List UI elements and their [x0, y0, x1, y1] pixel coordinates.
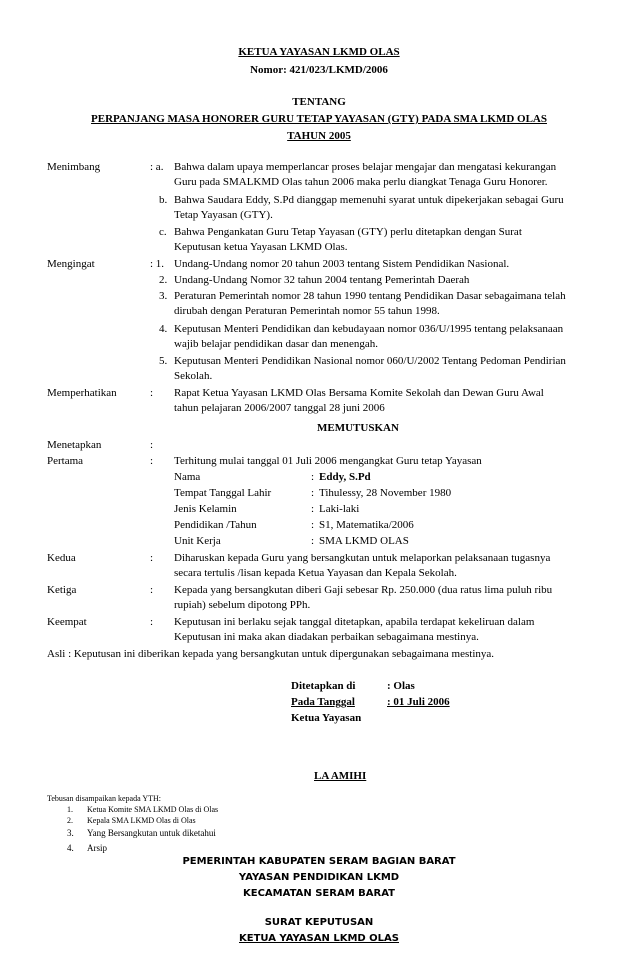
memutuskan-heading: MEMUTUSKAN	[317, 422, 399, 434]
ditetapkan-label: Ditetapkan di	[291, 680, 356, 692]
ketiga-text: Kepada yang bersangkutan diberi Gaji sebesar Rp. 250.000 (dua ratus lima puluh ribu rupiah) sebelum dipotong PPh.	[174, 584, 553, 611]
field-label-unit: Unit Kerja	[174, 535, 221, 547]
kedua-text: Diharuskan kepada Guru yang bersangkutan untuk melaporkan pelaksanaan tugasnya secara tertulis /lisan kepada Ketua Yayasan dan Kepala Sekolah.	[174, 552, 551, 579]
header-number: Nomor: 421/023/LKMD/2006	[250, 64, 388, 76]
memperhatikan-label: Memperhatikan	[47, 387, 117, 399]
footer-decree-title: SURAT KEPUTUSAN	[264, 917, 374, 928]
ditetapkan-value: : Olas	[387, 680, 415, 692]
field-colon: :	[311, 487, 315, 499]
mengingat-item-2: Undang-Undang Nomor 32 tahun 2004 tentang Pemerintah Daerah	[174, 274, 470, 286]
field-value-ttl: Tihulessy, 28 November 1980	[319, 487, 452, 499]
field-value-unit: SMA LKMD OLAS	[319, 535, 409, 547]
list-item-number: 3.	[67, 828, 74, 838]
tembusan-item: Kepala SMA LKMD Olas di Olas	[87, 816, 196, 825]
signatory-role: Ketua Yayasan	[291, 712, 362, 724]
colon: :	[150, 616, 154, 628]
item-mark: c.	[159, 226, 167, 238]
colon: :	[150, 584, 154, 596]
colon: :	[150, 455, 154, 467]
field-colon: :	[311, 471, 315, 483]
mengingat-item-3: Peraturan Pemerintah nomor 28 tahun 1990 tentang Pendidikan Dasar sebagaimana telah dirubah dengan Peraturan Pemerintah nomor 55 tahun 1998.	[174, 290, 566, 317]
header-title: KETUA YAYASAN LKMD OLAS	[238, 46, 400, 58]
field-label-pendidikan: Pendidikan /Tahun	[174, 519, 257, 531]
field-colon: :	[311, 535, 315, 547]
footer-decree-subtitle: KETUA YAYASAN LKMD OLAS	[239, 933, 399, 944]
field-value-nama: Eddy, S.Pd	[319, 471, 371, 483]
menimbang-item-a: Bahwa dalam upaya memperlancar proses belajar mengajar dan mengatasi kekurangan Guru pada SMALKMD Olas tahun 2006 maka perlu diangkat Tenaga Guru Honorer.	[174, 161, 557, 188]
list-item-number: 1.	[67, 805, 73, 814]
tembusan-item: Ketua Komite SMA LKMD Olas di Olas	[87, 805, 219, 814]
field-value-jk: Laki-laki	[319, 503, 360, 515]
ketiga-label: Ketiga	[47, 584, 77, 596]
footer-district-line: KECAMATAN SERAM BARAT	[243, 888, 395, 899]
header-subject-year: TAHUN 2005	[287, 130, 351, 142]
pertama-section	[47, 454, 592, 547]
tembusan-item: Yang Bersangkutan untuk diketahui	[87, 828, 216, 838]
list-item-number: 2.	[67, 816, 73, 825]
colon: :	[150, 387, 154, 399]
list-item-number: 4.	[67, 843, 74, 853]
menimbang-item-b: Bahwa Saudara Eddy, S.Pd dianggap memenuhi syarat untuk dipekerjakan sebagai Guru Tetap Yayasan (GTY).	[174, 194, 564, 221]
memperhatikan-text: Rapat Ketua Yayasan LKMD Olas Bersama Komite Sekolah dan Dewan Guru Awal tahun pelajaran 2006/2007 tanggal 28 juni 2006	[174, 387, 544, 414]
colon: :	[150, 439, 154, 451]
header-subject: PERPANJANG MASA HONORER GURU TETAP YAYASAN (GTY) PADA SMA LKMD OLAS	[91, 113, 547, 125]
tanggal-value: : 01 Juli 2006	[387, 696, 450, 708]
footer-foundation-line: YAYASAN PENDIDIKAN LKMD	[238, 872, 400, 883]
mengingat-label: Mengingat	[47, 258, 95, 270]
item-mark: 2.	[159, 274, 168, 286]
menimbang-item-c: Bahwa Pengankatan Guru Tetap Yayasan (GTY) perlu ditetapkan dengan Surat Keputusan ketua Yayasan LKMD Olas.	[174, 226, 522, 253]
item-mark: : 1.	[150, 258, 165, 270]
field-value-pendidikan: S1, Matematika/2006	[319, 519, 414, 531]
keempat-label: Keempat	[47, 616, 87, 628]
item-mark: 5.	[159, 355, 168, 367]
tembusan-item: Arsip	[87, 843, 107, 853]
tanggal-label: Pada Tanggal	[291, 696, 355, 708]
field-colon: :	[311, 519, 315, 531]
menetapkan-label: Menetapkan	[47, 439, 102, 451]
colon: :	[150, 552, 154, 564]
signatory-name: LA AMIHI	[314, 770, 367, 782]
mengingat-item-5: Keputusan Menteri Pendidikan Nasional nomor 060/U/2002 Tentang Pedoman Pendirian Sekolah.	[174, 355, 566, 382]
item-mark: : a.	[150, 161, 164, 173]
field-label-jk: Jenis Kelamin	[174, 503, 237, 515]
item-mark: b.	[159, 194, 168, 206]
field-colon: :	[311, 503, 315, 515]
kedua-label: Kedua	[47, 552, 76, 564]
item-mark: 4.	[159, 323, 168, 335]
tembusan-title: Tebusan disampaikan kepada YTH:	[47, 794, 161, 803]
mengingat-item-4: Keputusan Menteri Pendidikan dan kebudayaan nomor 036/U/1995 tentang pelaksanaan wajib belajar pendidikan dasar dan menengah.	[174, 323, 564, 350]
pertama-text: Terhitung mulai tanggal 01 Juli 2006 mengangkat Guru tetap Yayasan	[174, 455, 482, 467]
item-mark: 3.	[159, 290, 168, 302]
keempat-text: Keputusan ini berlaku sejak tanggal ditetapkan, apabila terdapat kekeliruan dalam Keputusan ini maka akan diadakan perbaikan sebagaimana mestinya.	[174, 616, 535, 643]
footer-gov-line: PEMERINTAH KABUPATEN SERAM BAGIAN BARAT	[182, 856, 456, 867]
menimbang-label: Menimbang	[47, 161, 101, 173]
field-label-ttl: Tempat Tanggal Lahir	[174, 487, 272, 499]
header-tentang: TENTANG	[292, 96, 346, 108]
asli-note: Asli : Keputusan ini diberikan kepada yang bersangkutan untuk dipergunakan sebagaimana mestinya.	[47, 648, 495, 660]
pertama-label: Pertama	[47, 455, 84, 467]
field-label-nama: Nama	[174, 471, 201, 483]
mengingat-item-1: Undang-Undang nomor 20 tahun 2003 tentang Sistem Pendidikan Nasional.	[174, 258, 510, 270]
